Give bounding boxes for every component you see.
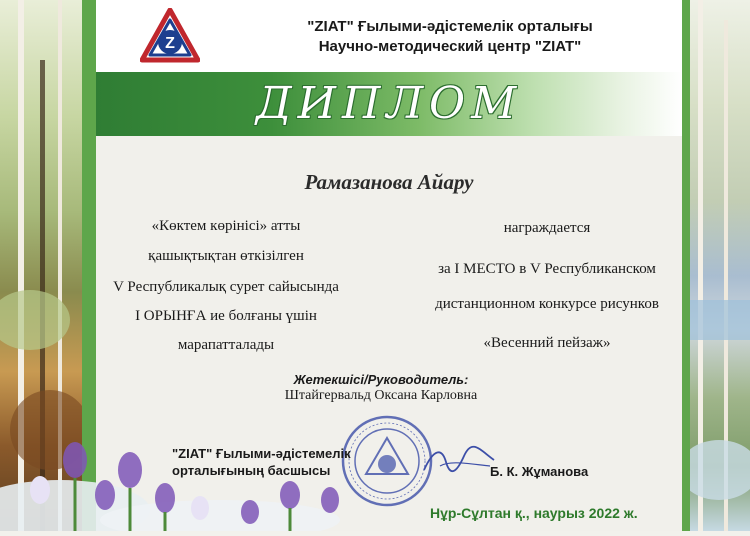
org-name-kz: "ZIAT" Ғылыми-әдістемелік орталығы [307,18,593,35]
ziat-logo [140,8,200,68]
place-and-date: Нұр-Сұлтан қ., наурыз 2022 ж. [430,505,638,521]
org-name-ru: Научно-методический центр "ZIAT" [318,38,582,55]
ru-line: «Весенний пейзаж» [483,335,611,351]
kz-line: I ОРЫНҒА ие болғаны үшін [135,308,317,324]
signatory-title-line2: орталығының басшысы [172,463,331,478]
supervisor-name: Штайгервальд Оксана Карловна [284,388,478,403]
ru-line: за I МЕСТО в V Республиканском [438,261,656,277]
logo-letter: Z [165,35,175,52]
recipient-name: Рамазанова Айару [304,170,474,194]
lake-landscape-illustration [688,0,750,531]
signature [420,440,498,480]
certificate-title: ДИПЛОМ [255,78,523,129]
kz-line: марапатталады [177,337,275,353]
award-text-ru [412,218,682,358]
signatory-title-line1: "ZIAT" Ғылыми-әдістемелік [172,446,351,461]
right-landscape-panel [688,0,750,531]
ru-line: награждается [503,220,591,236]
kz-line: қашықтықтан өткізілген [148,248,304,264]
ru-line: дистанционном конкурсе рисунков [435,296,659,312]
right-frame-strip [682,0,690,531]
signatory-name: Б. К. Жұманова [490,464,589,479]
kz-line: V Республикалық сурет сайысында [113,279,339,295]
kz-line: «Көктем көрінісі» атты [151,218,301,234]
award-text-kz [100,218,352,358]
supervisor-label: Жетекшісі/Руководитель: [293,372,469,387]
